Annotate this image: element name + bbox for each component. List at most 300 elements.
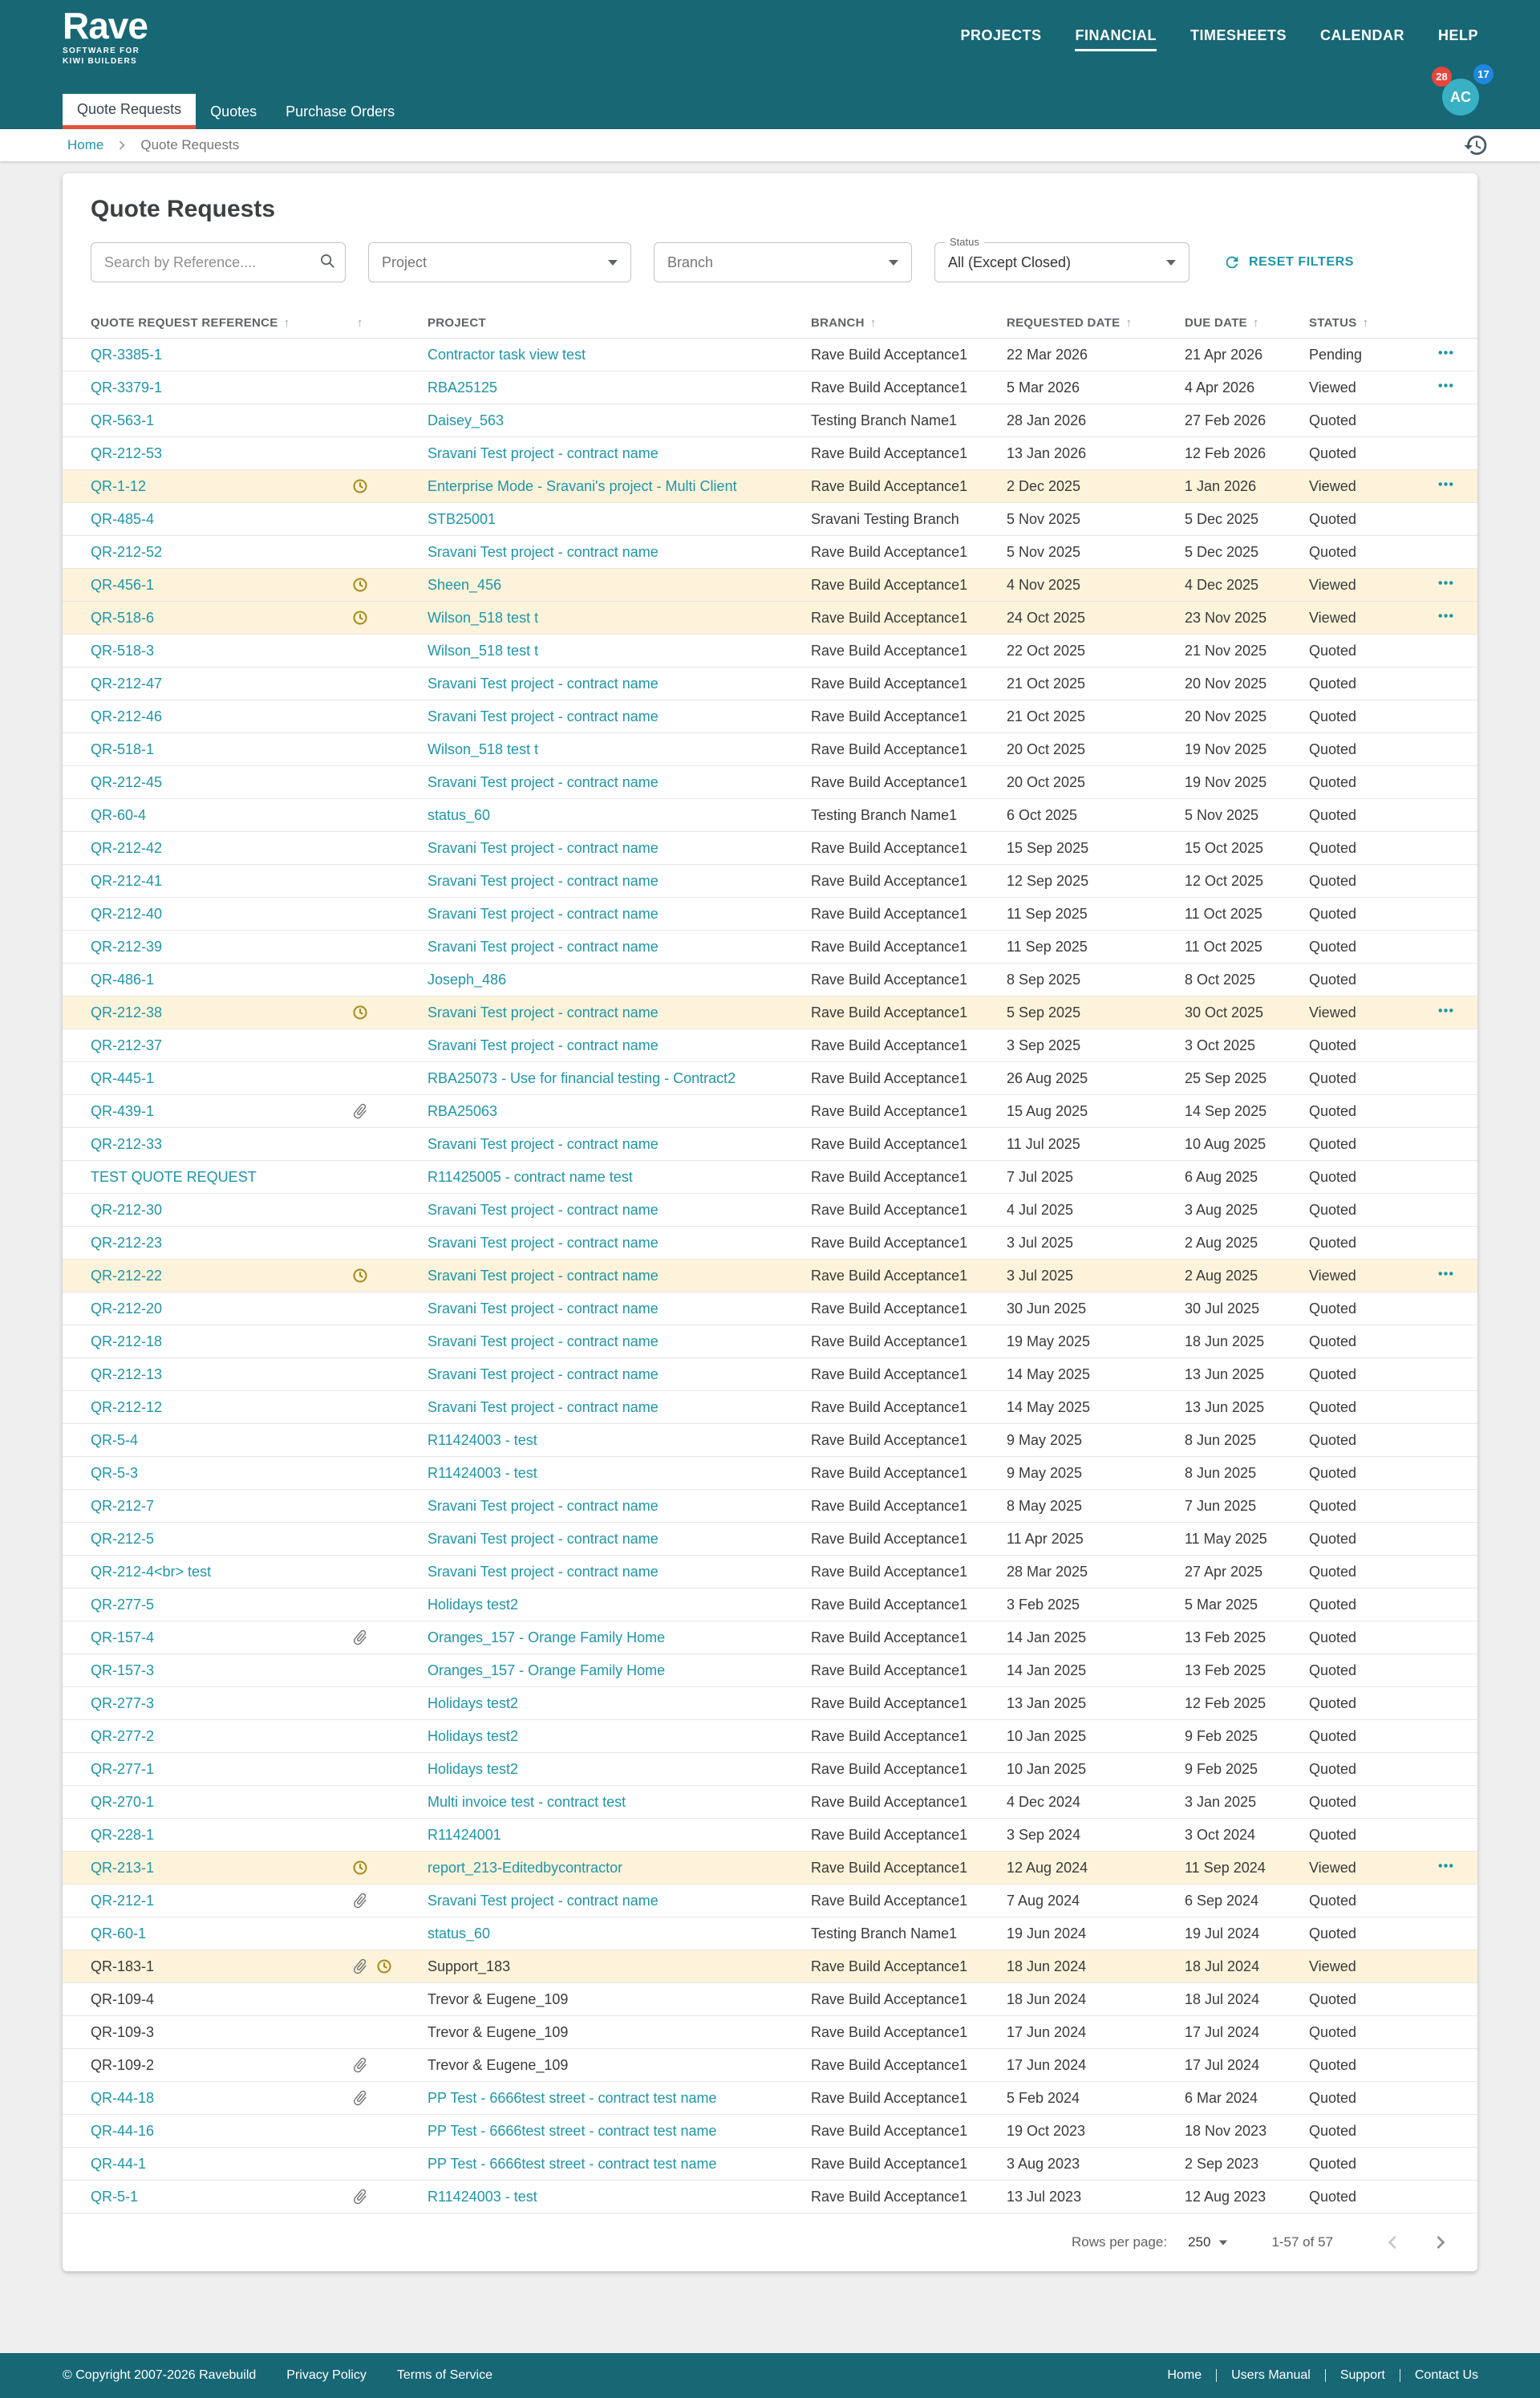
cell-branch: Rave Build Acceptance1 — [811, 667, 1007, 700]
cell-due-date: 12 Oct 2025 — [1185, 865, 1309, 898]
cell-actions — [1401, 536, 1477, 569]
nav-calendar[interactable]: CALENDAR — [1319, 27, 1404, 43]
cell-reference — [63, 1358, 351, 1391]
cell-reference — [63, 1457, 351, 1490]
cell-reference — [63, 371, 351, 404]
project-link[interactable]: R11424001 — [428, 1826, 501, 1843]
cell-actions — [1401, 1260, 1477, 1292]
project-link[interactable]: PP Test - 6666test street - contract test name — [428, 2122, 717, 2139]
table-row — [63, 569, 1477, 602]
cell-requested-date: 12 Aug 2024 — [1007, 1852, 1185, 1885]
quote-request-reference-link[interactable]: QR-212-30 — [91, 1201, 163, 1218]
project-link[interactable]: status_60 — [428, 1925, 491, 1942]
rows-per-page-value: 250 — [1188, 2234, 1211, 2250]
table-row — [63, 536, 1477, 569]
footer-link[interactable]: Contact Us — [1414, 2368, 1478, 2382]
cell-actions — [1401, 1654, 1477, 1687]
row-actions-menu-icon[interactable] — [1435, 572, 1457, 594]
cell-icons — [351, 1194, 428, 1227]
messages-badge[interactable]: 17 — [1473, 64, 1493, 84]
avatar[interactable]: AC — [1442, 79, 1479, 116]
rave-logo[interactable] — [63, 7, 148, 67]
cell-project — [428, 1852, 811, 1885]
column-header-label: STATUS — [1309, 316, 1357, 330]
cell-requested-date: 20 Oct 2025 — [1007, 733, 1185, 766]
cell-branch: Rave Build Acceptance1 — [811, 832, 1007, 865]
project-link[interactable]: Sravani Test project - contract name — [428, 1497, 659, 1514]
project-link[interactable]: Wilson_518 test t — [428, 609, 539, 626]
cell-requested-date: 19 Jun 2024 — [1007, 1917, 1185, 1950]
cell-actions — [1401, 1819, 1477, 1852]
quote-request-reference-link[interactable]: QR-518-6 — [91, 609, 155, 626]
cell-actions — [1401, 1589, 1477, 1621]
tab-quote-requests[interactable]: Quote Requests — [63, 94, 196, 129]
cell-project — [428, 766, 811, 799]
cell-status: Quoted — [1309, 635, 1401, 667]
row-actions-menu-icon[interactable] — [1435, 375, 1457, 396]
quote-request-reference-link[interactable]: QR-212-53 — [91, 444, 163, 461]
cell-status: Viewed — [1309, 569, 1401, 602]
quote-request-reference-link[interactable]: QR-212-41 — [91, 872, 163, 889]
table-row — [63, 437, 1477, 470]
column-header-icons[interactable] — [351, 308, 428, 339]
sort-arrow-icon: ↑ — [869, 316, 877, 330]
cell-due-date: 18 Nov 2023 — [1185, 2115, 1309, 2148]
cell-status: Quoted — [1309, 536, 1401, 569]
cell-icons — [351, 1391, 428, 1424]
row-icons — [351, 576, 421, 594]
cell-reference — [63, 2115, 351, 2148]
quote-request-reference-link[interactable]: QR-212-45 — [91, 773, 163, 790]
quote-request-reference-link[interactable]: QR-212-7 — [91, 1497, 155, 1514]
cell-status: Quoted — [1309, 865, 1401, 898]
project-link[interactable]: STB25001 — [428, 510, 496, 527]
cell-due-date: 5 Dec 2025 — [1185, 536, 1309, 569]
cell-due-date: 7 Jun 2025 — [1185, 1490, 1309, 1523]
table-row — [63, 1983, 1477, 2016]
cell-actions — [1401, 503, 1477, 536]
cell-reference — [63, 667, 351, 700]
project-link[interactable]: status_60 — [428, 806, 491, 823]
column-header-status[interactable] — [1309, 308, 1401, 339]
quote-request-reference-link[interactable]: QR-157-4 — [91, 1629, 155, 1645]
row-icons — [351, 1859, 421, 1877]
row-actions-menu-icon[interactable] — [1435, 1000, 1457, 1021]
quote-request-reference-link[interactable]: QR-1-12 — [91, 477, 147, 494]
cell-project — [428, 1490, 811, 1523]
cell-branch: Testing Branch Name1 — [811, 1917, 1007, 1950]
cell-requested-date: 15 Aug 2025 — [1007, 1095, 1185, 1128]
paperclip-icon — [351, 1629, 369, 1646]
quote-request-reference-link[interactable]: QR-518-1 — [91, 740, 155, 757]
project-link[interactable]: Wilson_518 test t — [428, 740, 539, 757]
branch-filter-select[interactable] — [654, 242, 912, 282]
quote-request-reference-link[interactable]: QR-277-2 — [91, 1727, 155, 1744]
cell-status: Quoted — [1309, 964, 1401, 996]
quote-request-reference-link: QR-109-2 — [91, 2056, 155, 2073]
cell-actions — [1401, 602, 1477, 635]
quote-request-reference-link[interactable]: QR-212-38 — [91, 1004, 163, 1020]
project-link[interactable]: R11424003 - test — [428, 1464, 537, 1481]
project-link[interactable]: R11424003 - test — [428, 2188, 537, 2205]
cell-status: Quoted — [1309, 1062, 1401, 1095]
cell-icons — [351, 1819, 428, 1852]
project-link[interactable]: RBA25063 — [428, 1102, 498, 1119]
project-link[interactable]: Holidays test2 — [428, 1694, 519, 1711]
status-filter-select[interactable] — [934, 236, 1189, 282]
cell-requested-date: 5 Mar 2026 — [1007, 371, 1185, 404]
cell-requested-date: 17 Jun 2024 — [1007, 2049, 1185, 2082]
cell-status: Quoted — [1309, 1687, 1401, 1720]
project-link[interactable]: Daisey_563 — [428, 412, 505, 428]
quote-request-reference-link[interactable]: QR-3379-1 — [91, 379, 163, 396]
user-menu[interactable] — [1436, 68, 1489, 116]
cell-due-date: 8 Jun 2025 — [1185, 1424, 1309, 1457]
project-link[interactable]: Holidays test2 — [428, 1727, 519, 1744]
row-actions-menu-icon[interactable] — [1435, 1855, 1457, 1877]
quote-request-reference-link[interactable]: QR-5-4 — [91, 1431, 139, 1448]
cell-reference — [63, 1786, 351, 1819]
cell-project — [428, 569, 811, 602]
cell-icons — [351, 339, 428, 371]
project-filter-select[interactable] — [368, 242, 631, 282]
quote-request-reference-link[interactable]: QR-5-1 — [91, 2188, 139, 2205]
quote-requests-table — [63, 308, 1477, 2213]
cell-branch: Rave Build Acceptance1 — [811, 898, 1007, 931]
project-link[interactable]: Sravani Test project - contract name — [428, 1300, 659, 1317]
nav-help[interactable]: HELP — [1437, 27, 1478, 43]
quote-request-reference-link[interactable]: QR-518-3 — [91, 642, 155, 659]
column-header-requested-date[interactable] — [1007, 308, 1185, 339]
cell-reference — [63, 1556, 351, 1589]
cell-status: Quoted — [1309, 2148, 1401, 2181]
quote-request-reference-link[interactable]: QR-5-3 — [91, 1464, 139, 1481]
row-actions-menu-icon[interactable] — [1435, 1263, 1457, 1284]
cell-actions — [1401, 470, 1477, 503]
quote-request-reference-link[interactable]: QR-270-1 — [91, 1793, 155, 1810]
cell-branch: Rave Build Acceptance1 — [811, 865, 1007, 898]
project-link[interactable]: Sravani Test project - contract name — [428, 773, 659, 790]
logo-tagline — [63, 47, 148, 67]
cell-requested-date: 8 Sep 2025 — [1007, 964, 1185, 996]
table-row — [63, 635, 1477, 667]
project-link[interactable]: Sravani Test project - contract name — [428, 872, 659, 889]
table-row — [63, 1654, 1477, 1687]
quote-request-reference-link[interactable]: QR-212-20 — [91, 1300, 163, 1317]
search-input[interactable] — [91, 242, 346, 282]
cell-actions — [1401, 898, 1477, 931]
row-icons — [351, 1629, 421, 1646]
column-header-project[interactable] — [428, 308, 811, 339]
cell-project — [428, 503, 811, 536]
project-link[interactable]: Sravani Test project - contract name — [428, 444, 659, 461]
quote-request-reference-link: QR-109-3 — [91, 2023, 155, 2040]
breadcrumb — [0, 129, 1540, 161]
cell-reference — [63, 536, 351, 569]
paperclip-icon — [351, 2188, 369, 2205]
cell-icons — [351, 1490, 428, 1523]
quote-request-reference-link[interactable]: QR-212-46 — [91, 708, 163, 724]
quote-request-reference-link[interactable]: QR-277-1 — [91, 1760, 155, 1777]
cell-reference — [63, 1523, 351, 1556]
cell-icons — [351, 1227, 428, 1260]
cell-due-date: 21 Apr 2026 — [1185, 339, 1309, 371]
cell-branch: Rave Build Acceptance1 — [811, 2115, 1007, 2148]
tab-quotes[interactable]: Quotes — [210, 103, 257, 120]
cell-actions — [1401, 1358, 1477, 1391]
quote-request-reference-link[interactable]: QR-212-1 — [91, 1892, 155, 1909]
footer-link[interactable]: Terms of Service — [396, 2368, 492, 2382]
cell-requested-date: 3 Sep 2025 — [1007, 1029, 1185, 1062]
rows-per-page-select[interactable] — [1188, 2234, 1228, 2250]
cell-reference — [63, 964, 351, 996]
cell-due-date: 10 Aug 2025 — [1185, 1128, 1309, 1161]
project-link[interactable]: Contractor task view test — [428, 346, 586, 363]
quote-request-reference-link[interactable]: QR-44-18 — [91, 2089, 155, 2106]
nav-financial[interactable]: FINANCIAL — [1075, 22, 1157, 51]
project-link[interactable]: Sravani Test project - contract name — [428, 1135, 659, 1152]
project-link[interactable]: Sravani Test project - contract name — [428, 1037, 659, 1053]
quote-request-reference-link[interactable]: QR-212-47 — [91, 675, 163, 692]
filters-bar — [91, 236, 1449, 282]
project-link[interactable]: Sravani Test project - contract name — [428, 1398, 659, 1415]
refresh-icon — [1223, 254, 1241, 271]
cell-project — [428, 1424, 811, 1457]
footer-link[interactable]: Privacy Policy — [286, 2368, 367, 2382]
branch-filter-label: Branch — [667, 254, 714, 270]
row-icons — [351, 609, 421, 627]
quote-request-reference-link[interactable]: QR-228-1 — [91, 1826, 155, 1843]
cell-icons — [351, 1358, 428, 1391]
cell-requested-date: 3 Sep 2024 — [1007, 1819, 1185, 1852]
table-row — [63, 1917, 1477, 1950]
cell-project — [428, 2181, 811, 2213]
table-row — [63, 2049, 1477, 2082]
table-row — [63, 2148, 1477, 2181]
quote-request-reference-link[interactable]: QR-60-4 — [91, 806, 147, 823]
cell-icons — [351, 1852, 428, 1885]
quote-request-reference-link[interactable]: QR-456-1 — [91, 576, 155, 593]
footer-link[interactable]: Users Manual — [1231, 2368, 1311, 2382]
cell-branch: Rave Build Acceptance1 — [811, 1523, 1007, 1556]
cell-due-date: 5 Dec 2025 — [1185, 503, 1309, 536]
quote-request-reference-link[interactable]: QR-439-1 — [91, 1102, 155, 1119]
cell-actions — [1401, 1161, 1477, 1194]
cell-project — [428, 1589, 811, 1621]
project-link[interactable]: Sravani Test project - contract name — [428, 839, 659, 856]
notifications-badge[interactable]: 28 — [1432, 67, 1452, 87]
project-link[interactable]: Holidays test2 — [428, 1596, 519, 1613]
project-link[interactable]: Sravani Test project - contract name — [428, 1530, 659, 1547]
cell-reference — [63, 437, 351, 470]
project-link[interactable]: Sheen_456 — [428, 576, 502, 593]
cell-requested-date: 11 Sep 2025 — [1007, 931, 1185, 964]
cell-due-date: 15 Oct 2025 — [1185, 832, 1309, 865]
column-header-reference[interactable] — [63, 308, 351, 339]
tab-purchase-orders[interactable]: Purchase Orders — [286, 103, 395, 120]
cell-branch: Rave Build Acceptance1 — [811, 1128, 1007, 1161]
cell-requested-date: 28 Mar 2025 — [1007, 1556, 1185, 1589]
table-row — [63, 733, 1477, 766]
quote-request-reference-link[interactable]: TEST QUOTE REQUEST — [91, 1168, 257, 1185]
project-link[interactable]: Sravani Test project - contract name — [428, 1365, 659, 1382]
column-header-branch[interactable] — [811, 308, 1007, 339]
cell-branch: Rave Build Acceptance1 — [811, 2181, 1007, 2213]
cell-status: Quoted — [1309, 1194, 1401, 1227]
quote-request-reference-link[interactable]: QR-44-1 — [91, 2155, 147, 2172]
clock-icon — [351, 477, 369, 495]
cell-branch: Rave Build Acceptance1 — [811, 2082, 1007, 2115]
project-link[interactable]: Sravani Test project - contract name — [428, 1563, 659, 1580]
cell-icons — [351, 1983, 428, 2016]
cell-branch: Rave Build Acceptance1 — [811, 1950, 1007, 1983]
quote-request-reference-link[interactable]: QR-212-22 — [91, 1267, 163, 1284]
cell-due-date: 5 Nov 2025 — [1185, 799, 1309, 832]
project-link[interactable]: PP Test - 6666test street - contract test name — [428, 2089, 717, 2106]
cell-actions — [1401, 1950, 1477, 1983]
quote-request-reference-link[interactable]: QR-60-1 — [91, 1925, 147, 1942]
quote-request-reference-link[interactable]: QR-157-3 — [91, 1662, 155, 1678]
project-link[interactable]: Sravani Test project - contract name — [428, 543, 659, 560]
cell-status: Quoted — [1309, 1161, 1401, 1194]
quote-request-reference-link[interactable]: QR-212-37 — [91, 1037, 163, 1053]
table-row — [63, 1950, 1477, 1983]
project-link[interactable]: Sravani Test project - contract name — [428, 1004, 659, 1020]
cell-status: Quoted — [1309, 1292, 1401, 1325]
project-link[interactable]: Sravani Test project - contract name — [428, 1267, 659, 1284]
quote-request-reference-link[interactable]: QR-486-1 — [91, 971, 155, 988]
project-link[interactable]: Wilson_518 test t — [428, 642, 539, 659]
quote-request-reference-link[interactable]: QR-212-23 — [91, 1234, 163, 1251]
cell-requested-date: 14 May 2025 — [1007, 1358, 1185, 1391]
column-header-label: REQUESTED DATE — [1007, 316, 1121, 330]
project-link[interactable]: Sravani Test project - contract name — [428, 1201, 659, 1218]
quote-request-reference-link[interactable]: QR-212-39 — [91, 938, 163, 955]
quote-request-reference-link[interactable]: QR-212-40 — [91, 905, 163, 922]
quote-request-reference-link[interactable]: QR-212-5 — [91, 1530, 155, 1547]
cell-due-date: 27 Apr 2025 — [1185, 1556, 1309, 1589]
cell-actions — [1401, 2115, 1477, 2148]
cell-actions — [1401, 1490, 1477, 1523]
cell-icons — [351, 1260, 428, 1292]
clock-icon — [351, 1004, 369, 1021]
reset-filters-button[interactable] — [1223, 254, 1354, 271]
project-link[interactable]: Multi invoice test - contract test — [428, 1793, 626, 1810]
breadcrumb-home-link[interactable]: Home — [67, 137, 104, 152]
quote-request-reference-link[interactable]: QR-212-4<br> test — [91, 1563, 212, 1580]
project-link[interactable]: Sravani Test project - contract name — [428, 905, 659, 922]
project-link[interactable]: Sravani Test project - contract name — [428, 1892, 659, 1909]
cell-branch: Rave Build Acceptance1 — [811, 1424, 1007, 1457]
project-link[interactable]: Sravani Test project - contract name — [428, 708, 659, 724]
row-actions-menu-icon[interactable] — [1435, 473, 1457, 495]
project-link[interactable]: Sravani Test project - contract name — [428, 938, 659, 955]
cell-status: Quoted — [1309, 733, 1401, 766]
rows-per-page-label: Rows per page: — [1071, 2234, 1168, 2250]
cell-icons — [351, 2016, 428, 2049]
quote-request-reference-link[interactable]: QR-277-5 — [91, 1596, 155, 1613]
cell-project — [428, 470, 811, 503]
cell-icons — [351, 602, 428, 635]
project-link[interactable]: Holidays test2 — [428, 1760, 519, 1777]
cell-requested-date: 3 Feb 2025 — [1007, 1589, 1185, 1621]
cell-project — [428, 1983, 811, 2016]
quote-request-reference-link[interactable]: QR-44-16 — [91, 2122, 155, 2139]
cell-project — [428, 1457, 811, 1490]
quote-request-reference-link[interactable]: QR-213-1 — [91, 1859, 155, 1876]
project-link[interactable]: Sravani Test project - contract name — [428, 1333, 659, 1349]
project-link[interactable]: PP Test - 6666test street - contract test name — [428, 2155, 717, 2172]
project-link[interactable]: RBA25073 - Use for financial testing - Contract2 — [428, 1069, 736, 1086]
project-link[interactable]: R11424003 - test — [428, 1431, 537, 1448]
project-link[interactable]: Oranges_157 - Orange Family Home — [428, 1662, 666, 1678]
next-page-button[interactable] — [1428, 2230, 1453, 2255]
row-actions-menu-icon[interactable] — [1435, 605, 1457, 627]
table-row — [63, 470, 1477, 503]
footer-link[interactable]: Home — [1167, 2368, 1202, 2382]
quote-request-reference-link[interactable]: QR-212-52 — [91, 543, 163, 560]
quote-request-reference-link[interactable]: QR-212-12 — [91, 1398, 163, 1415]
history-icon[interactable] — [1463, 132, 1489, 158]
nav-projects[interactable]: PROJECTS — [960, 27, 1042, 43]
cell-due-date: 17 Jul 2024 — [1185, 2016, 1309, 2049]
sort-arrow-icon: ↑ — [1252, 316, 1259, 330]
project-link[interactable]: Enterprise Mode - Sravani's project - Multi Client — [428, 477, 737, 494]
quote-request-reference-link[interactable]: QR-485-4 — [91, 510, 155, 527]
cell-reference — [63, 1194, 351, 1227]
cell-status: Quoted — [1309, 1490, 1401, 1523]
quote-request-reference-link[interactable]: QR-3385-1 — [91, 346, 163, 363]
cell-project — [428, 1194, 811, 1227]
previous-page-button[interactable] — [1380, 2230, 1405, 2255]
cell-icons — [351, 371, 428, 404]
row-actions-menu-icon[interactable] — [1435, 342, 1457, 363]
quote-request-reference-link[interactable]: QR-277-3 — [91, 1694, 155, 1711]
quote-request-reference-link[interactable]: QR-563-1 — [91, 412, 155, 428]
project-link[interactable]: Oranges_157 - Orange Family Home — [428, 1629, 666, 1645]
table-row — [63, 1720, 1477, 1753]
row-icons — [351, 1102, 421, 1120]
cell-branch: Rave Build Acceptance1 — [811, 1556, 1007, 1589]
quote-request-reference-link[interactable]: QR-212-33 — [91, 1135, 163, 1152]
cell-actions — [1401, 996, 1477, 1029]
cell-status: Quoted — [1309, 2016, 1401, 2049]
project-link[interactable]: R11425005 - contract name test — [428, 1168, 633, 1185]
cell-icons — [351, 799, 428, 832]
quote-request-reference-link[interactable]: QR-212-13 — [91, 1365, 163, 1382]
project-link[interactable]: Joseph_486 — [428, 971, 507, 988]
cell-icons — [351, 898, 428, 931]
footer-link[interactable]: Support — [1339, 2368, 1385, 2382]
quote-request-reference-link[interactable]: QR-212-18 — [91, 1333, 163, 1349]
cell-branch: Rave Build Acceptance1 — [811, 1391, 1007, 1424]
table-row — [63, 1556, 1477, 1589]
project-link[interactable]: RBA25125 — [428, 379, 498, 396]
cell-branch: Rave Build Acceptance1 — [811, 766, 1007, 799]
cell-actions — [1401, 1523, 1477, 1556]
column-header-due-date[interactable] — [1185, 308, 1309, 339]
quote-request-reference-link[interactable]: QR-212-42 — [91, 839, 163, 856]
project-link[interactable]: Sravani Test project - contract name — [428, 675, 659, 692]
project-link[interactable]: Sravani Test project - contract name — [428, 1234, 659, 1251]
nav-timesheets[interactable]: TIMESHEETS — [1189, 27, 1287, 43]
table-row — [63, 1457, 1477, 1490]
cell-reference — [63, 1852, 351, 1885]
quote-request-reference-link[interactable]: QR-445-1 — [91, 1069, 155, 1086]
project-link[interactable]: report_213-Editedbycontractor — [428, 1859, 623, 1876]
table-row — [63, 898, 1477, 931]
cell-actions — [1401, 1753, 1477, 1786]
